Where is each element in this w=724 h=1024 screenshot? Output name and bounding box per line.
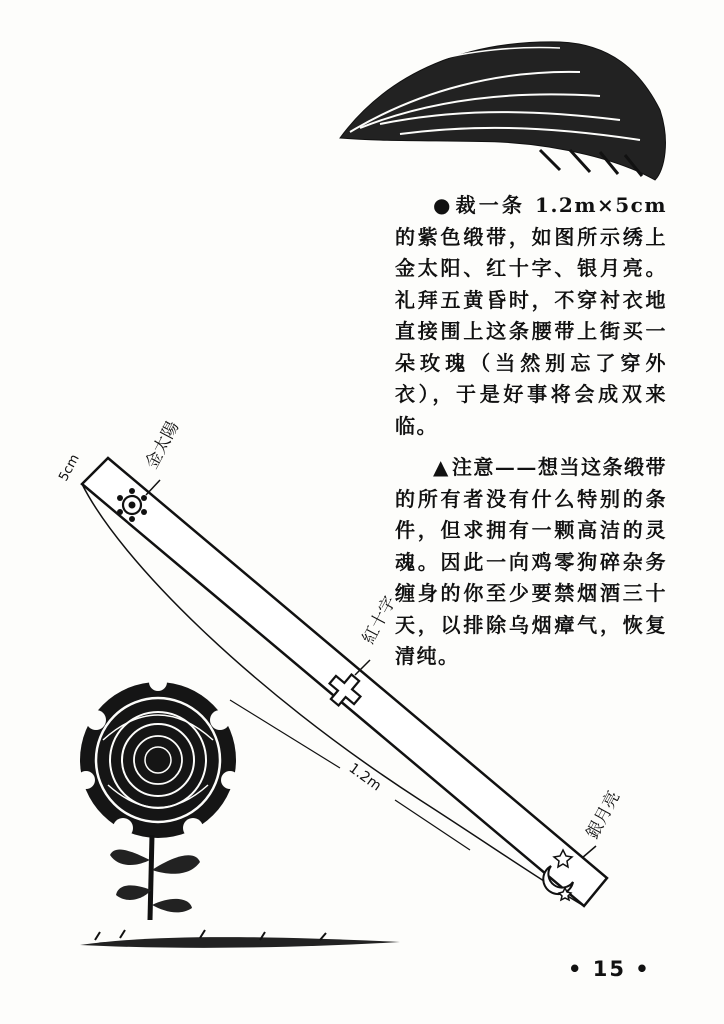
paragraph-text: 注意——想当这条缎带的所有者没有什么特别的条件，但求拥有一颗高洁的灵魂。因此一向鸡零狗碎杂务缠身的你至少要禁烟酒三十天，以排除乌烟瘴气，恢复清纯。 (395, 455, 668, 668)
wing-illustration (340, 42, 665, 180)
bullet-triangle-icon: ▲ (433, 455, 450, 479)
width-label: 5cm (56, 452, 83, 484)
cross-label: 紅十字 (358, 592, 401, 648)
sun-label: 金太陽 (141, 417, 184, 473)
paragraph-instructions (395, 190, 667, 442)
bullet-circle-icon: ● (433, 193, 454, 217)
page-number: • 15 • (568, 957, 651, 981)
moon-label: 銀月亮 (582, 787, 625, 843)
paragraph-text: 裁一条 1.2m×5cm 的紫色缎带，如图所示绣上金太阳、红十字、银月亮。礼拜五黄昏时，不穿衬衣地直接围上这条腰带上街买一朵玫瑰（当然别忘了穿外衣），于是好事将会成双来临。 (395, 193, 667, 438)
body-text (395, 190, 667, 683)
length-label: 1.2m (345, 760, 385, 795)
paragraph-note (395, 452, 667, 673)
rose-illustration (77, 673, 400, 948)
